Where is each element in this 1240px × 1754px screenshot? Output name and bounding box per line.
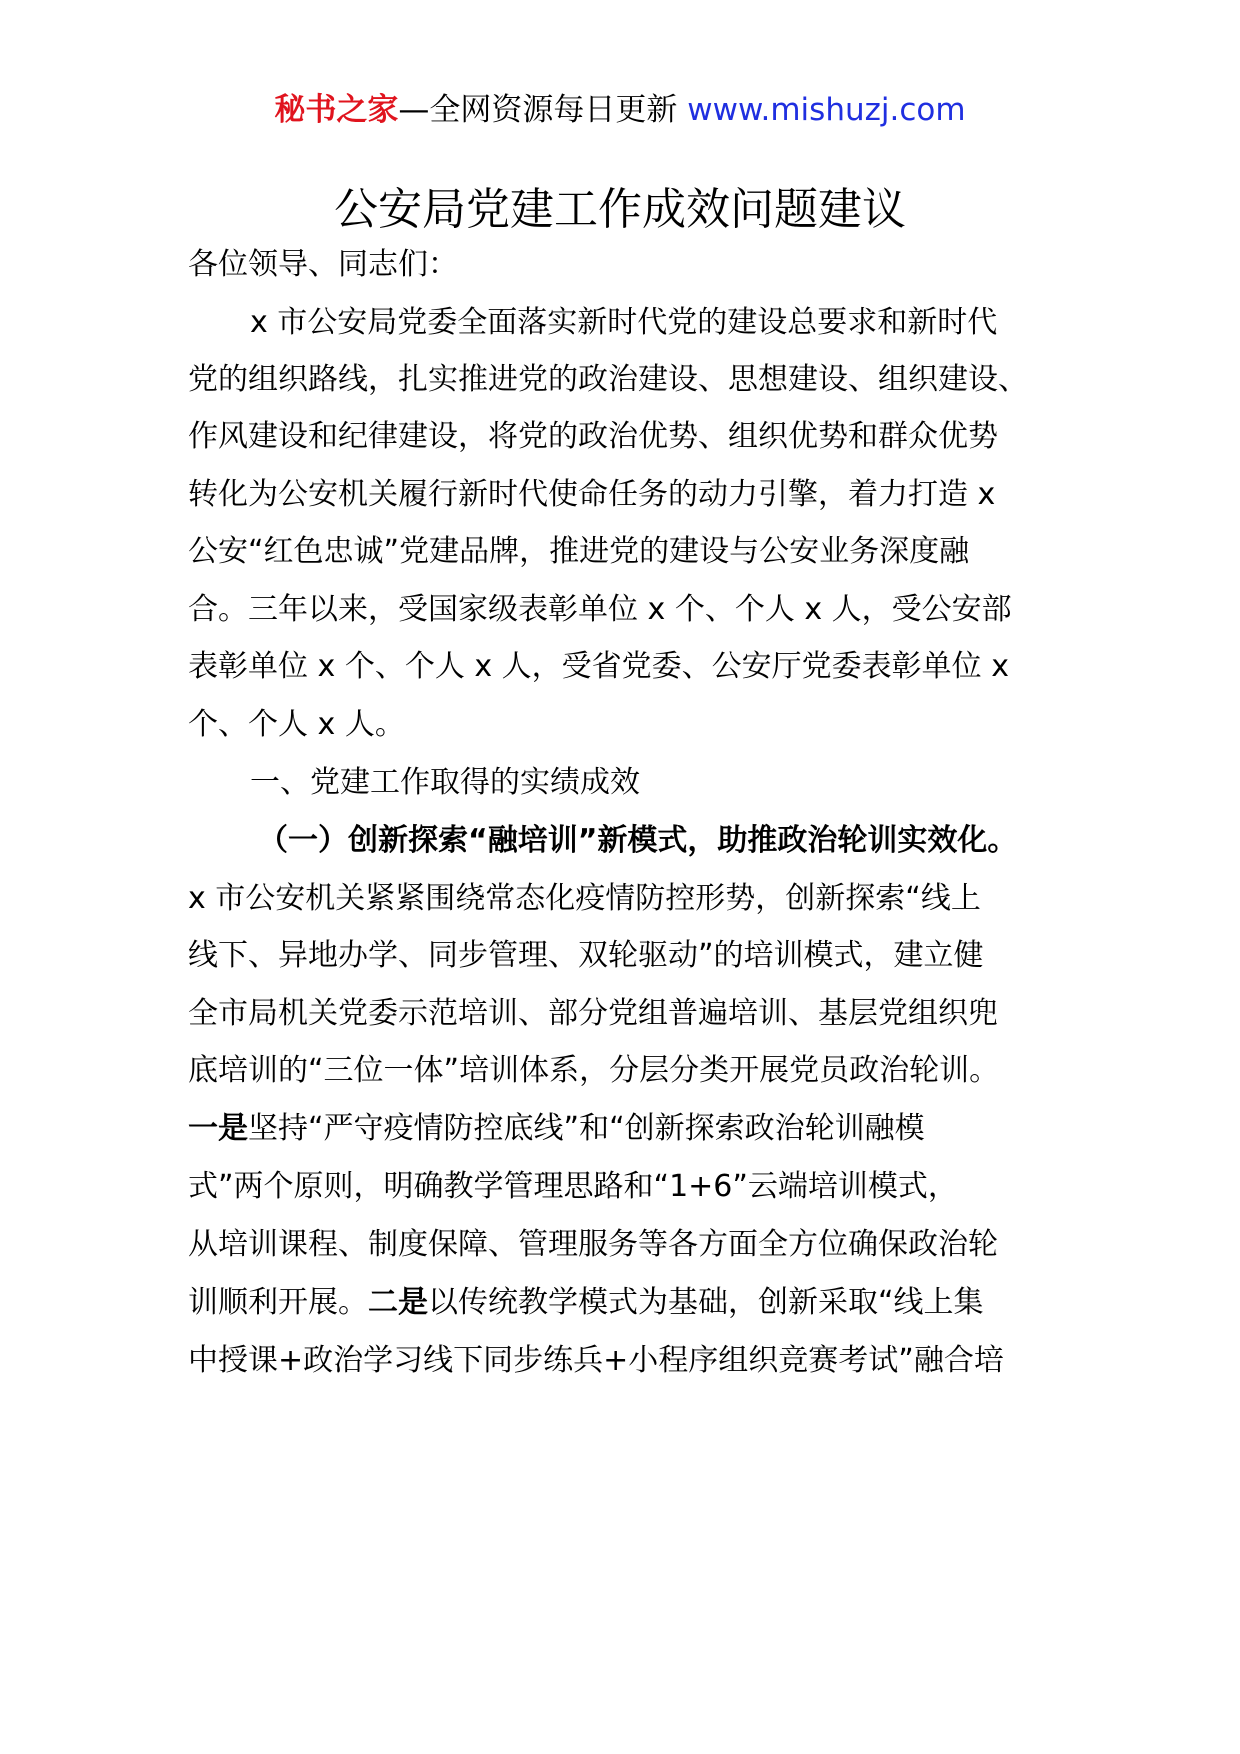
section-heading: 一、党建工作取得的实绩成效 — [250, 765, 640, 800]
site-header — [0, 88, 1240, 132]
point-two-line — [188, 1282, 984, 1324]
paragraph-line: 合。三年以来，受国家级表彰单位 x 个、个人 x 人，受公安部 — [188, 592, 1012, 627]
point-one-text: 坚持“严守疫情防控底线”和“创新探索政治轮训融模 — [248, 1111, 925, 1146]
point-one-line — [188, 1108, 925, 1150]
header-tagline: —全网资源每日更新 — [398, 92, 688, 128]
paragraph-line: 底培训的“三位一体”培训体系，分层分类开展党员政治轮训。 — [188, 1053, 1000, 1088]
paragraph-line: x 市公安局党委全面落实新时代党的建设总要求和新时代 — [250, 305, 998, 340]
point-two-prefix: 训顺利开展。 — [188, 1285, 368, 1320]
paragraph-line: 公安“红色忠诚”党建品牌，推进党的建设与公安业务深度融 — [188, 534, 970, 569]
paragraph-line: 转化为公安机关履行新时代使命任务的动力引擎，着力打造 x — [188, 477, 996, 512]
site-url-link[interactable]: www.mishuzj.com — [687, 92, 966, 128]
paragraph-line: 线下、异地办学、同步管理、双轮驱动”的培训模式，建立健 — [188, 938, 984, 973]
salutation: 各位领导、同志们： — [188, 247, 458, 282]
paragraph-line: 全市局机关党委示范培训、部分党组普遍培训、基层党组织兜 — [188, 996, 998, 1031]
paragraph-line: 式”两个原则，明确教学管理思路和“1+6”云端培训模式， — [188, 1169, 958, 1204]
subsection-heading: （一）创新探索“融培训”新模式，助推政治轮训实效化。 — [258, 823, 1018, 858]
paragraph-line: x 市公安机关紧紧围绕常态化疫情防控形势，创新探索“线上 — [188, 881, 981, 916]
paragraph-line: 党的组织路线，扎实推进党的政治建设、思想建设、组织建设、 — [188, 362, 1028, 397]
point-two-label: 二是 — [368, 1285, 428, 1320]
point-one-label: 一是 — [188, 1111, 248, 1146]
paragraph-line: 个、个人 x 人。 — [188, 707, 405, 742]
brand-name: 秘书之家 — [274, 92, 399, 128]
paragraph-line: 作风建设和纪律建设，将党的政治优势、组织优势和群众优势 — [188, 419, 998, 454]
paragraph-line: 表彰单位 x 个、个人 x 人，受省党委、公安厅党委表彰单位 x — [188, 649, 1009, 684]
document-title: 公安局党建工作成效问题建议 — [334, 184, 906, 235]
paragraph-line: 中授课+政治学习线下同步练兵+小程序组织竞赛考试”融合培 — [188, 1343, 1004, 1378]
point-two-text: 以传统教学模式为基础，创新采取“线上集 — [428, 1285, 984, 1320]
paragraph-line: 从培训课程、制度保障、管理服务等各方面全方位确保政治轮 — [188, 1227, 998, 1262]
